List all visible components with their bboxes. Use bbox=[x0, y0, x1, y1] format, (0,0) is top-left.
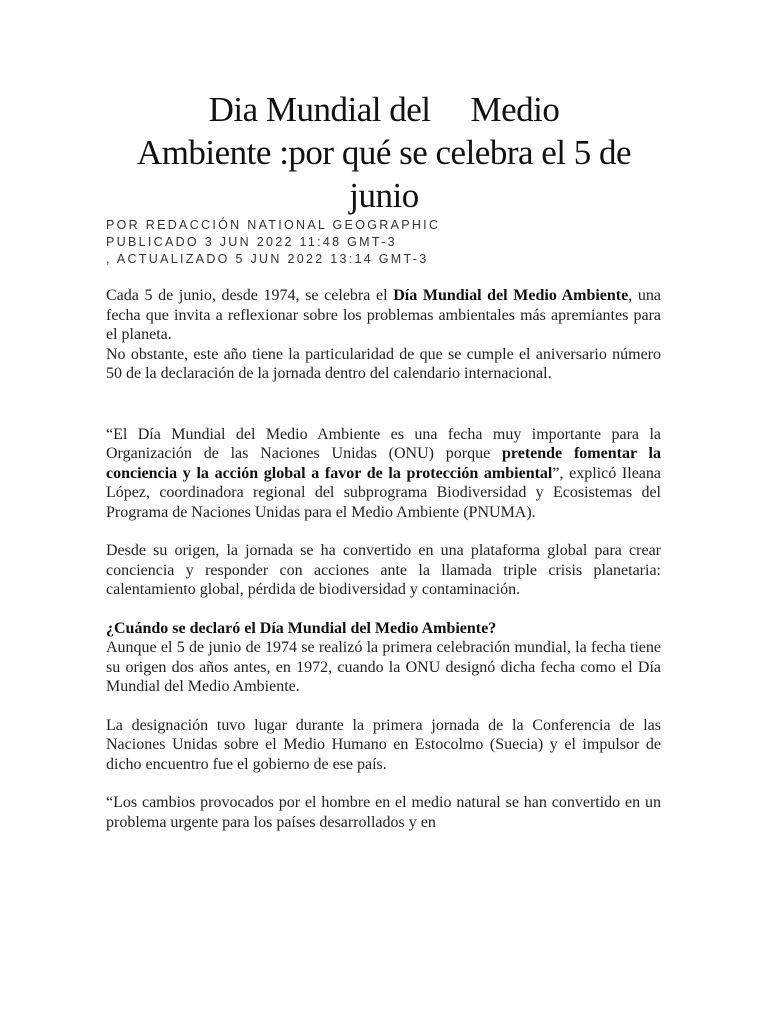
paragraph-6: La designación tuvo lugar durante la primera jornada de la Conferencia de las Naciones Unidas sobre el Medio Humano en Estocolmo (Suecia) y el impulsor de dicho encuentro fue el gobierno de ese país. bbox=[106, 716, 661, 773]
paragraph-3-text-b: ”, explicó Ileana López, coordinadora regional del subprograma Biodiversidad y Ecosistemas del Programa de Naciones Unidas para el Medio Ambiente (PNUMA). bbox=[106, 464, 662, 521]
byline: POR REDACCIÓN NATIONAL GEOGRAPHIC bbox=[106, 218, 441, 232]
paragraph-1-text-a: Cada 5 de junio, desde 1974, se celebra el bbox=[106, 287, 394, 304]
published-date: PUBLICADO 3 JUN 2022 11:48 GMT-3 bbox=[106, 235, 397, 249]
article-body bbox=[106, 286, 661, 832]
title-line2: Ambiente :por qué se celebra el 5 de bbox=[136, 133, 632, 172]
paragraph-3-text-a: “El Día Mundial del Medio Ambiente es una fecha muy importante para la Organización de las Naciones Unidas (ONU) porque bbox=[106, 425, 661, 462]
paragraph-7: “Los cambios provocados por el hombre en el medio natural se han convertido en un problema urgente para los países desarrollados y en bbox=[106, 794, 661, 831]
paragraph-1-bold: Día Mundial del Medio Ambiente bbox=[393, 287, 629, 304]
spacer bbox=[106, 774, 661, 793]
title-line1-b: Medio bbox=[470, 90, 560, 129]
updated-date: , ACTUALIZADO 5 JUN 2022 13:14 GMT-3 bbox=[106, 252, 429, 266]
section-heading: ¿Cuándo se declaró el Día Mundial del Medio Ambiente? bbox=[106, 619, 497, 637]
title-line3: junio bbox=[349, 176, 419, 215]
article-title bbox=[100, 88, 668, 217]
title-line1-a: Dia Mundial del bbox=[208, 90, 431, 129]
paragraph-5: Aunque el 5 de junio de 1974 se realizó la primera celebración mundial, la fecha tiene su origen dos años antes, en 1972, cuando la ONU designó dicha fecha como el Día Mundial del Medio Ambiente. bbox=[106, 639, 661, 695]
paragraph-3-bold: pretende fomentar la conciencia y la acción global a favor de la protección ambiental bbox=[106, 445, 662, 482]
article-meta bbox=[106, 217, 666, 268]
spacer bbox=[106, 522, 661, 541]
spacer bbox=[106, 600, 661, 619]
spacer bbox=[106, 406, 661, 425]
paragraph-3 bbox=[106, 425, 661, 523]
spacer bbox=[106, 384, 661, 406]
spacer bbox=[106, 697, 661, 716]
paragraph-1 bbox=[106, 286, 661, 345]
paragraph-4: Desde su origen, la jornada se ha convertido en una plataforma global para crear conciencia y responder con acciones ante la llamada triple crisis planetaria: calentamiento global, pérdida de biodiversidad y contaminación. bbox=[106, 542, 661, 598]
paragraph-1-text-b: , una fecha que invita a reflexionar sobre los problemas ambientales más apremiantes para el planeta. bbox=[106, 287, 661, 343]
paragraph-2: No obstante, este año tiene la particularidad de que se cumple el aniversario número 50 de la declaración de la jornada dentro del calendario internacional. bbox=[106, 345, 661, 382]
